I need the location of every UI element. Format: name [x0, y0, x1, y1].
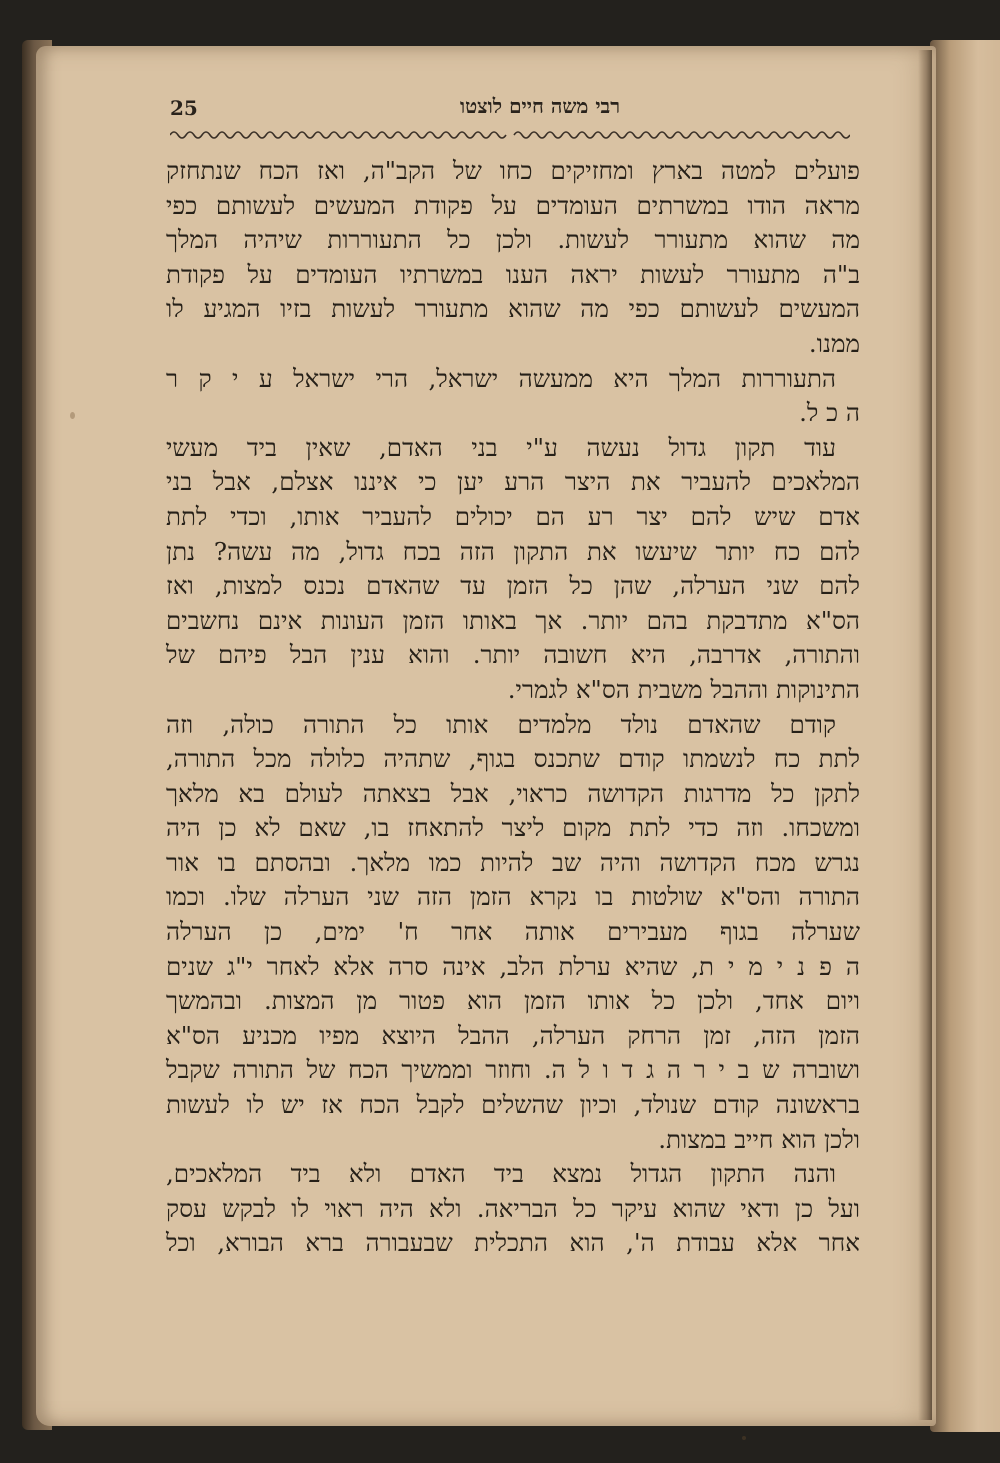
text-line: ממנו.	[808, 328, 860, 358]
text-line: מראה הודו במשרתים העומדים על פקודת המעשים לעשותם כפי	[166, 190, 860, 220]
text-line: מה שהוא מתעורר לעשות. ולכן כל התעוררות שיהיה המלך	[166, 225, 860, 255]
text-line: אחר אלא עבודת ה', הוא התכלית שבעבורה ברא הבורא, וכל	[166, 1228, 860, 1258]
text-line: ה פ נ י מ י ת, שהיא ערלת הלב, אינה סרה אלא לאחר י"ג שנים	[166, 951, 860, 981]
text-line: התעוררות המלך היא ממעשה ישראל, הרי ישראל ע י ק ר	[166, 363, 836, 393]
page-number: 25	[170, 96, 198, 120]
text-line: להם כח יותר שיעשו את התקון הזה בכח גדול, מה עשה? נתן	[166, 536, 860, 566]
text-line: אדם שיש להם יצר רע הם יכולים להעביר אותו, וכדי לתת	[166, 501, 860, 531]
page-header	[170, 92, 850, 122]
text-line: התינוקות וההבל משבית הס"א לגמרי.	[507, 674, 860, 704]
text-line: והנה התקון הגדול נמצא ביד האדם ולא ביד המלאכים,	[166, 1159, 836, 1189]
text-line: ב"ה מתעורר לעשות יראה הענו במשרתיו העומדים על פקודת	[166, 259, 860, 289]
text-line: ה כ ל.	[799, 398, 860, 428]
paper-speck	[742, 1436, 746, 1440]
text-line: המלאכים להעביר את היצר הרע יען כי איננו אצלם, אבל בני	[166, 467, 860, 497]
facing-page-edge	[930, 40, 1000, 1432]
text-line: לתקן כל מדרגות הקדושה כראוי, אבל בצאתה לעולם בא מלאך	[166, 778, 860, 808]
text-line: פועלים למטה בארץ ומחזיקים כחו של הקב"ה, ואז הכח שנתחזק	[166, 156, 860, 185]
text-line: שערלה בגוף מעבירים אותה אחר ח' ימים, כן הערלה	[166, 917, 860, 947]
running-title: רבי משה חיים לוצטו	[459, 94, 621, 118]
text-line: ולכן הוא חייב במצות.	[658, 1124, 860, 1154]
text-line: קודם שהאדם נולד מלמדים אותו כל התורה כולה, וזה	[166, 709, 836, 739]
page-gutter-shadow	[918, 50, 932, 1420]
text-line: לתת כח לנשמתו קודם שתכנס בגוף, שתהיה כלולה מכל התורה,	[166, 744, 860, 774]
decorative-wavy-rule	[170, 128, 850, 142]
text-line: ויום אחד, ולכן כל אותו הזמן הוא פטור מן המצות. ובהמשך	[166, 986, 860, 1016]
text-line: הס"א מתדבקת בהם יותר. אך באותו הזמן העונות אינם נחשבים	[166, 605, 860, 635]
text-line: ומשכחו. וזה כדי לתת מקום ליצר להתאחז בו, שאם לא כן היה	[166, 813, 860, 843]
text-line: נגרש מכח הקדושה והיה שב להיות כמו מלאך. ובהסתם בו אור	[166, 847, 860, 877]
body-text	[166, 154, 860, 1261]
text-line: ועל כן ודאי שהוא עיקר כל הבריאה. ולא היה ראוי לו לבקש עסק	[166, 1193, 860, 1223]
text-line: בראשונה קודם שנולד, וכיון שהשלים לקבל הכח אז יש לו לעשות	[166, 1090, 860, 1120]
text-line: התורה והס"א שולטות בו נקרא הזמן הזה שני הערלה שלו. וכמו	[166, 882, 860, 912]
text-line: להם שני הערלה, שהן כל הזמן עד שהאדם נכנס למצות, ואז	[166, 571, 860, 601]
text-line: והתורה, אדרבה, היא חשובה יותר. והוא ענין הבל פיהם של	[166, 640, 860, 670]
text-line: הזמן הזה, זמן הרחק הערלה, ההבל היוצא מפיו מכניע הס"א	[166, 1020, 860, 1050]
paper-speck	[70, 412, 75, 419]
text-line: ושוברה ש ב י ר ה ג ד ו ל ה. וחוזר וממשיך הכח של התורה שקבל	[166, 1055, 860, 1085]
text-line: המעשים לעשותם כפי מה שהוא מתעורר לעשות בזיו המגיע לו	[166, 294, 860, 324]
text-line: עוד תקון גדול נעשה ע"י בני האדם, שאין ביד מעשי	[166, 432, 836, 462]
